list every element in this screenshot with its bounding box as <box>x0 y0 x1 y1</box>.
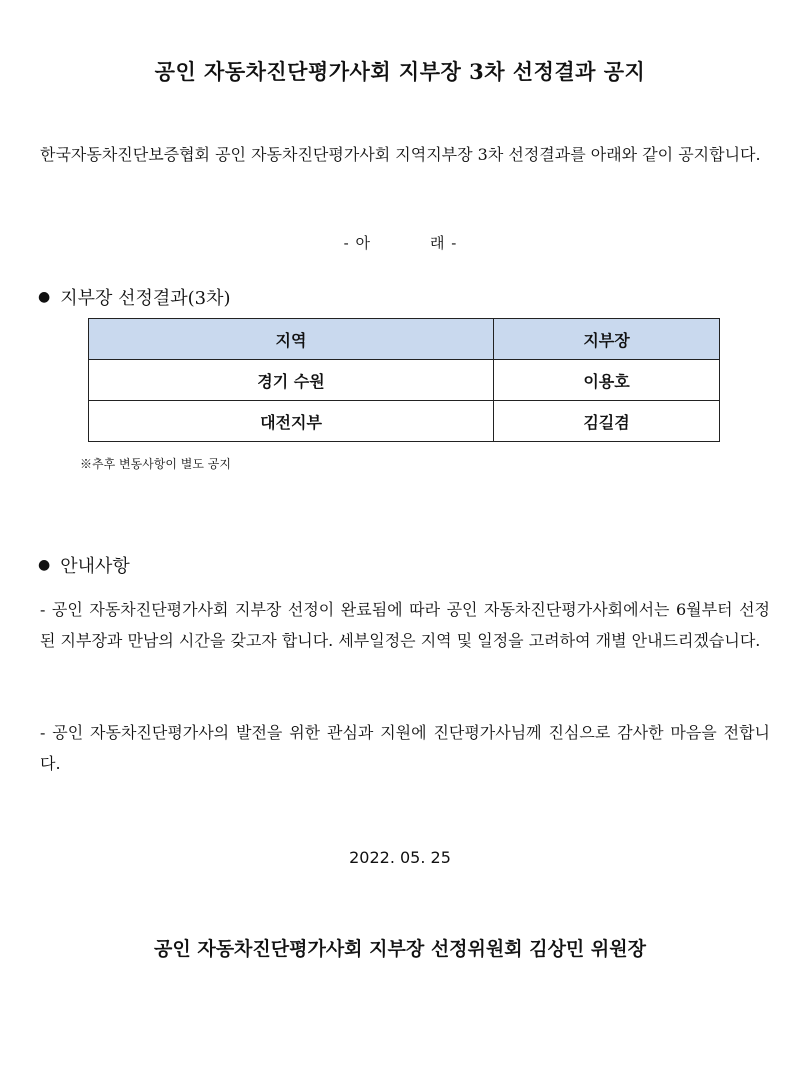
footnote: ※추후 변동사항이 별도 공지 <box>80 457 231 471</box>
section-info-heading <box>38 552 130 578</box>
section-info-title: 안내사항 <box>60 556 130 577</box>
info-paragraph: - 공인 자동차진단평가사회 지부장 선정이 완료됨에 따라 공인 자동차진단평가사회에서는 6월부터 선정된 지부장과 만남의 시간을 갖고자 합니다. 세부일정은 지역 및 일정을 고려하여 개별 안내드리겠습니다. <box>40 600 770 650</box>
bullet-icon: ● <box>38 557 51 573</box>
page-title: 공인 자동차진단평가사회 지부장 3차 선정결과 공지 <box>154 59 646 84</box>
header-region: 지역 <box>89 319 494 360</box>
cell-region: 경기 수원 <box>89 360 494 401</box>
table-row <box>89 401 720 442</box>
intro-paragraph: 한국자동차진단보증협회 공인 자동차진단평가사회 지역지부장 3차 선정결과를 아래와 같이 공지합니다. <box>40 145 761 164</box>
cell-branch-head: 이용호 <box>494 360 720 401</box>
info-paragraph: - 공인 자동차진단평가사의 발전을 위한 관심과 지원에 진단평가사님께 진심으로 감사한 마음을 전합니다. <box>40 723 770 773</box>
cell-region: 대전지부 <box>89 401 494 442</box>
notice-date: 2022. 05. 25 <box>349 848 451 867</box>
section-results-heading <box>38 284 231 310</box>
signature: 공인 자동차진단평가사회 지부장 선정위원회 김상민 위원장 <box>154 938 646 960</box>
table-row <box>89 360 720 401</box>
section-results-title: 지부장 선정결과(3차) <box>60 288 231 309</box>
notice-divider-right: 래 - <box>430 234 457 252</box>
notice-divider <box>0 232 800 253</box>
notice-divider-left: - 아 <box>343 234 370 252</box>
bullet-icon: ● <box>38 289 51 305</box>
header-branch-head: 지부장 <box>494 319 720 360</box>
results-table <box>88 318 720 442</box>
cell-branch-head: 김길겸 <box>494 401 720 442</box>
table-header-row <box>89 319 720 360</box>
